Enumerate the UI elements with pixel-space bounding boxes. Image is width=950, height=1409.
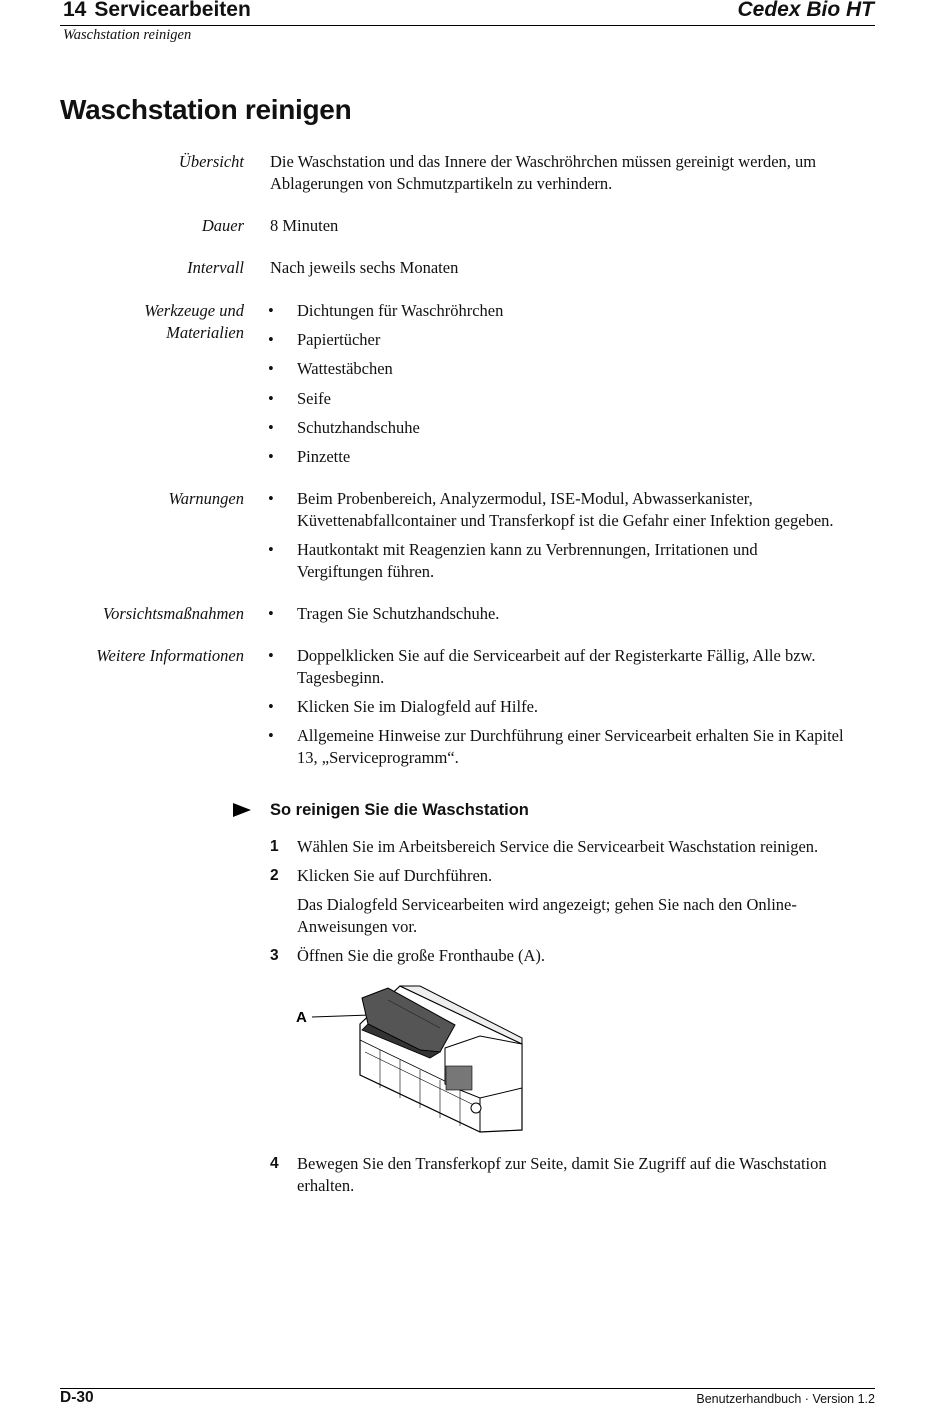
- duration-label: Dauer: [201, 216, 244, 235]
- product-name: Cedex Bio HT: [737, 0, 874, 21]
- bullet-icon: •: [268, 604, 274, 623]
- step-text: Wählen Sie im Arbeitsbereich Service die Servicearbeit Waschstation reinigen.: [297, 837, 819, 856]
- footer-rule: [60, 1388, 875, 1389]
- bullet-icon: •: [268, 301, 274, 320]
- step-number: 3: [270, 947, 279, 964]
- bullet-icon: •: [268, 540, 274, 559]
- duration-value: 8 Minuten: [270, 216, 339, 235]
- precautions-label: Vorsichtsmaßnahmen: [102, 604, 244, 623]
- bullet-icon: •: [268, 447, 274, 466]
- section-subtitle: Waschstation reinigen: [63, 27, 192, 43]
- warning-1-line-2: Küvettenabfallcontainer und Transferkopf ist die Gefahr einer Infektion gegeben.: [297, 511, 834, 530]
- procedure-title: So reinigen Sie die Waschstation: [270, 801, 529, 819]
- info-1-line-1: Doppelklicken Sie auf die Servicearbeit auf der Registerkarte Fällig, Alle bzw.: [297, 646, 816, 665]
- page-title: Waschstation reinigen: [60, 94, 352, 125]
- step-number: 4: [270, 1155, 279, 1172]
- step-note-line-1: Das Dialogfeld Servicearbeiten wird angezeigt; gehen Sie nach den Online-: [297, 895, 797, 914]
- bullet-icon: •: [268, 330, 274, 349]
- info-item: [297, 725, 882, 769]
- warning-1-line-1: Beim Probenbereich, Analyzermodul, ISE-Modul, Abwasserkanister,: [297, 489, 753, 508]
- bullet-icon: •: [268, 726, 274, 745]
- more-info-label: Weitere Informationen: [96, 646, 244, 665]
- chapter-heading: [63, 0, 251, 22]
- info-item: [297, 645, 882, 689]
- warning-item: [297, 539, 882, 583]
- bullet-icon: •: [268, 697, 274, 716]
- overview-text: [270, 151, 880, 195]
- warning-item: [297, 488, 882, 532]
- tools-label-line-2: Materialien: [166, 323, 244, 342]
- tool-item: Schutzhandschuhe: [297, 418, 420, 437]
- info-3-line-2: 13, „Serviceprogramm“.: [297, 748, 459, 767]
- page-number: D-30: [60, 1389, 94, 1406]
- tools-label: [144, 300, 244, 344]
- footer-version: Benutzerhandbuch · Version 1.2: [696, 1392, 875, 1406]
- header-rule: [60, 25, 875, 26]
- warnings-label: Warnungen: [168, 489, 244, 508]
- warning-2-line-2: Vergiftungen führen.: [297, 562, 435, 581]
- interval-label: Intervall: [187, 258, 244, 277]
- step-4-line-1: Bewegen Sie den Transferkopf zur Seite, damit Sie Zugriff auf die Waschstation: [297, 1154, 827, 1173]
- step-note-line-2: Anweisungen vor.: [297, 917, 418, 936]
- bullet-icon: •: [268, 489, 274, 508]
- info-1-line-2: Tagesbeginn.: [297, 668, 385, 687]
- step-4-line-2: erhalten.: [297, 1176, 355, 1195]
- tools-label-line-1: Werkzeuge und: [144, 301, 244, 320]
- step-number: 1: [270, 838, 279, 855]
- interval-value: Nach jeweils sechs Monaten: [270, 258, 459, 277]
- bullet-icon: •: [268, 359, 274, 378]
- tool-item: Pinzette: [297, 447, 351, 466]
- bullet-icon: •: [268, 418, 274, 437]
- analyzer-illustration: [290, 980, 540, 1135]
- overview-label: Übersicht: [178, 152, 244, 171]
- overview-line-2: Ablagerungen von Schmutzpartikeln zu verhindern.: [270, 174, 613, 193]
- info-3-line-1: Allgemeine Hinweise zur Durchführung einer Servicearbeit erhalten Sie in Kapitel: [297, 726, 844, 745]
- tool-item: Wattestäbchen: [297, 359, 393, 378]
- info-item: Klicken Sie im Dialogfeld auf Hilfe.: [297, 697, 539, 716]
- step-number: 2: [270, 867, 279, 884]
- procedure-arrow-icon: [233, 803, 251, 817]
- tool-item: Seife: [297, 389, 331, 408]
- step-text: Öffnen Sie die große Fronthaube (A).: [297, 946, 546, 965]
- precaution-item: Tragen Sie Schutzhandschuhe.: [297, 604, 500, 623]
- step-text: Klicken Sie auf Durchführen.: [297, 866, 493, 885]
- chapter-title: Servicearbeiten: [94, 0, 251, 21]
- bullet-icon: •: [268, 646, 274, 665]
- tool-item: Dichtungen für Waschröhrchen: [297, 301, 504, 320]
- step-text: [297, 1153, 882, 1197]
- bullet-icon: •: [268, 389, 274, 408]
- chapter-number: 14: [63, 0, 87, 21]
- warning-2-line-1: Hautkontakt mit Reagenzien kann zu Verbrennungen, Irritationen und: [297, 540, 758, 559]
- step-note: [297, 894, 882, 938]
- tool-item: Papiertücher: [297, 330, 381, 349]
- overview-line-1: Die Waschstation und das Innere der Waschröhrchen müssen gereinigt werden, um: [270, 152, 817, 171]
- figure-callout: A: [296, 1009, 307, 1026]
